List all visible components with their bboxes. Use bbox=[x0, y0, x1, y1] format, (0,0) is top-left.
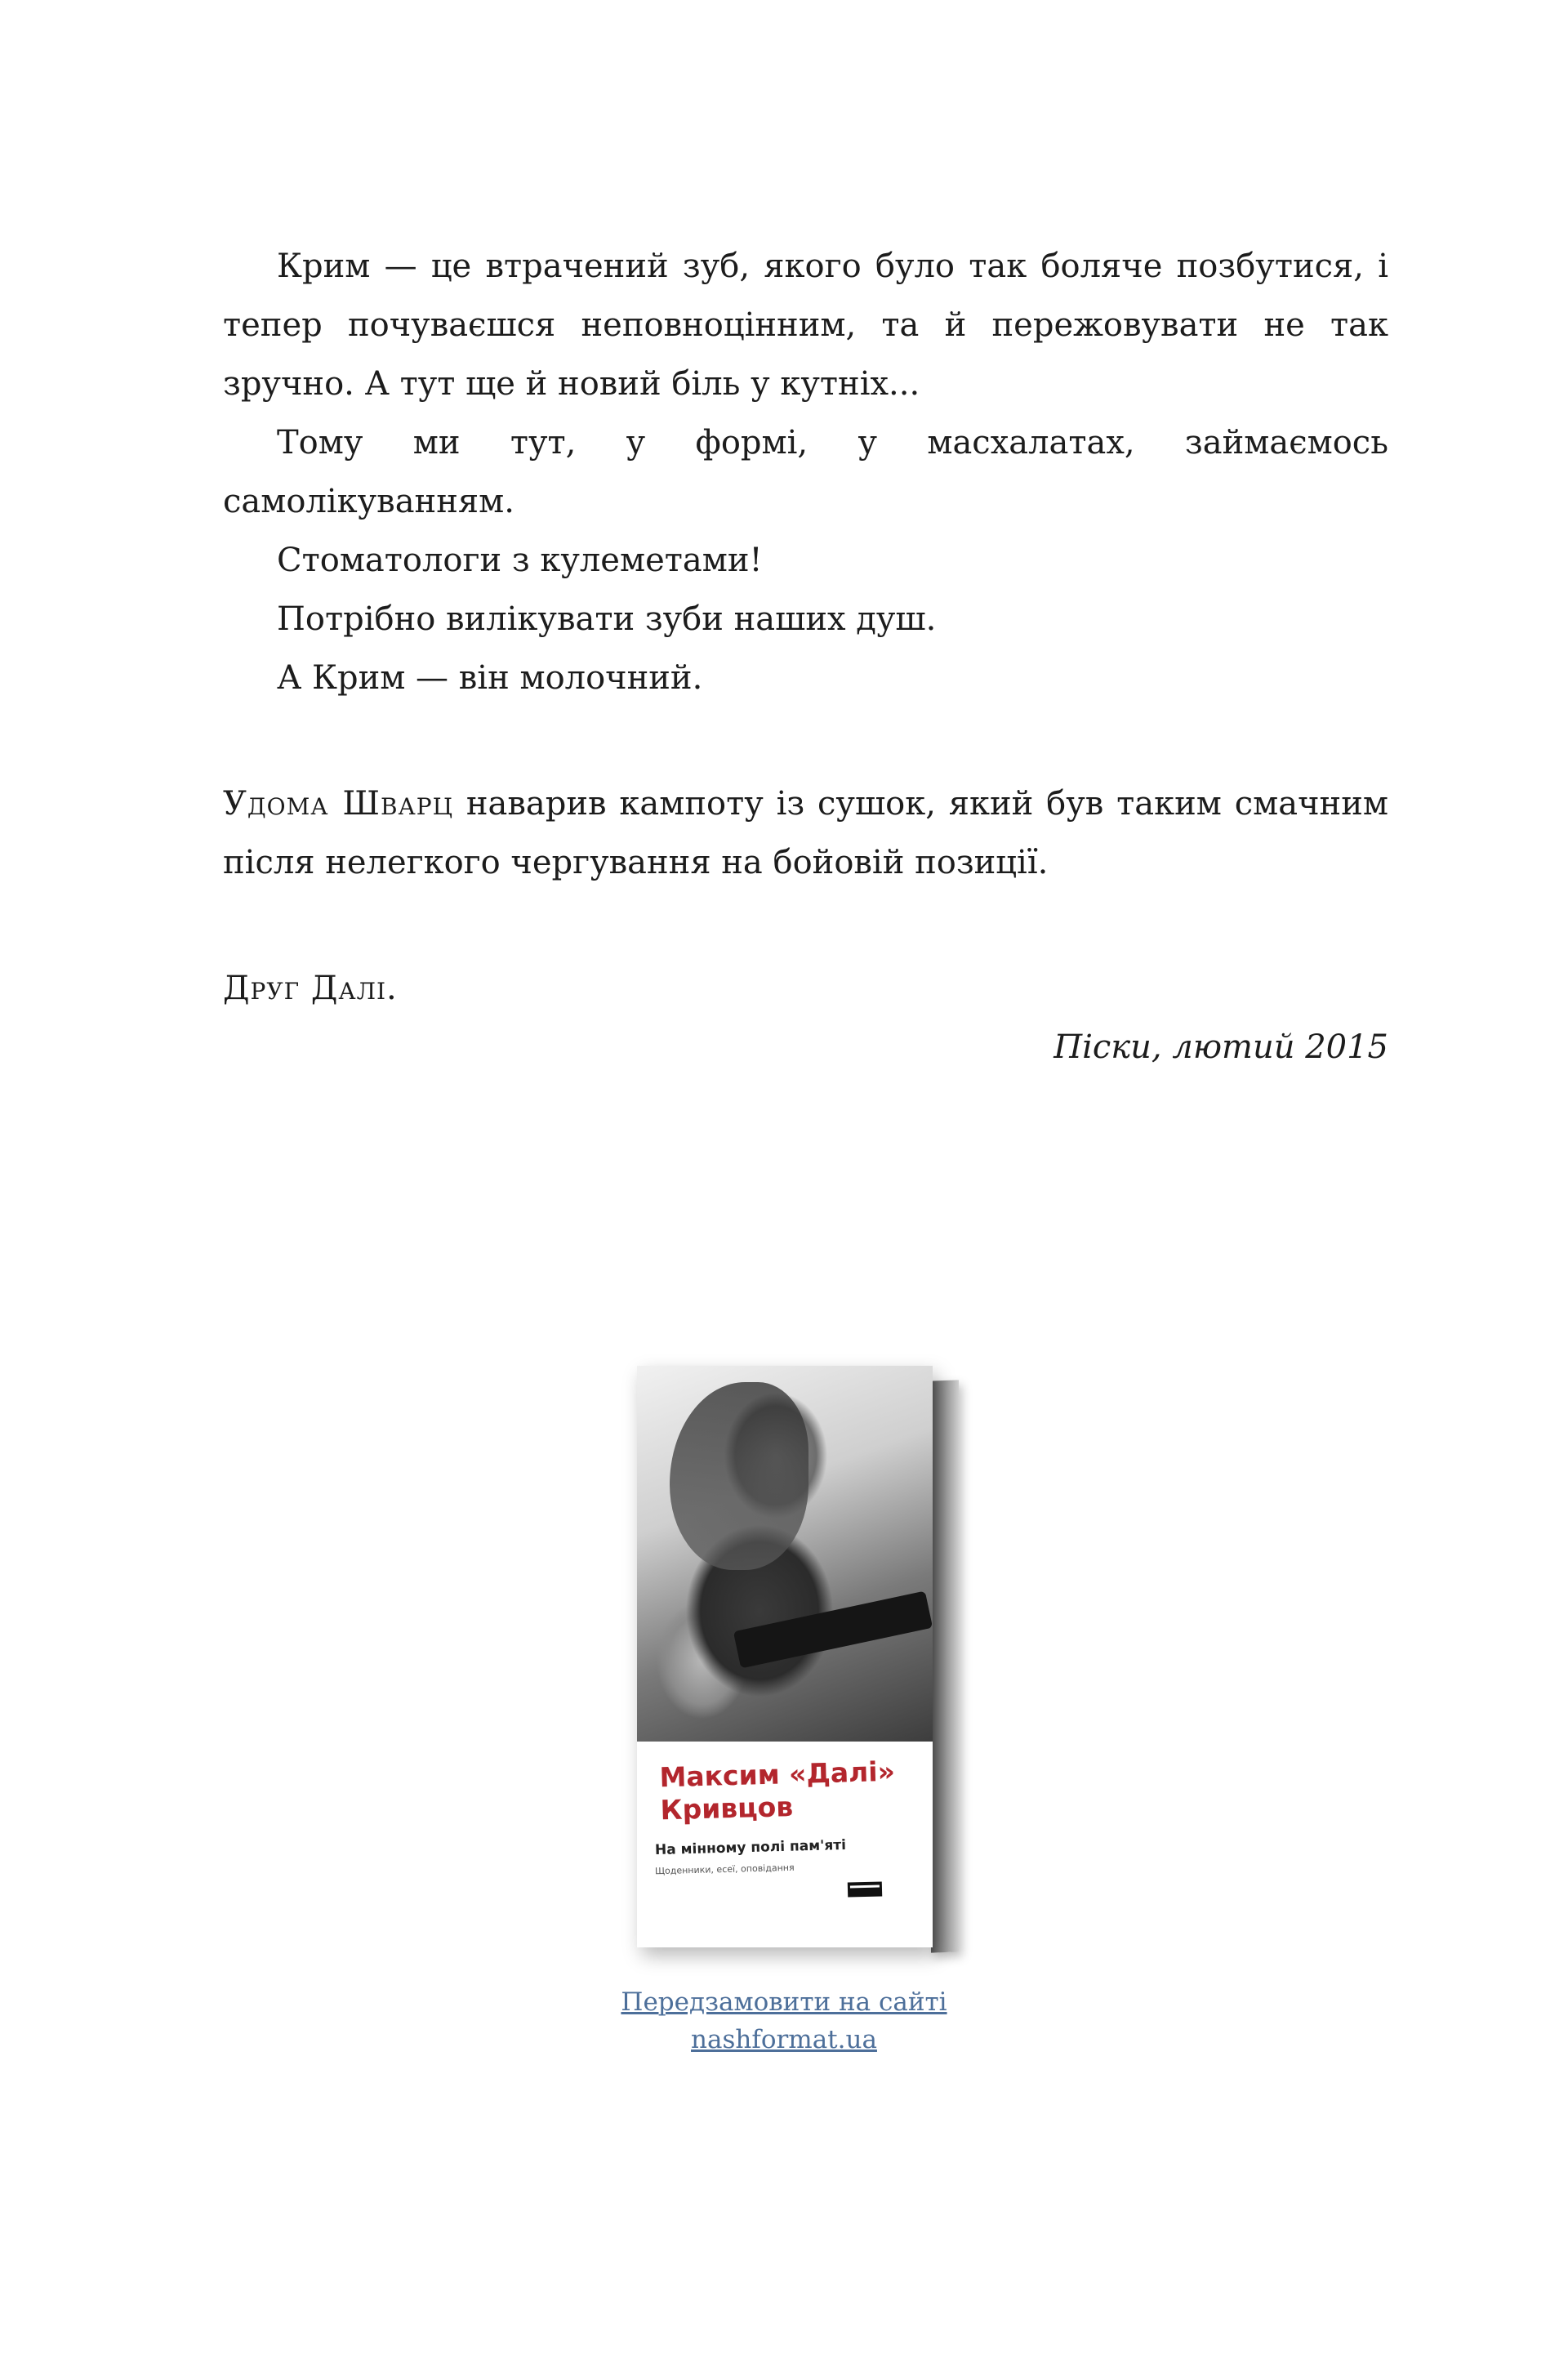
preorder-link-site[interactable]: nashformat.ua bbox=[691, 2025, 877, 2054]
book-spine bbox=[931, 1380, 959, 1952]
preorder-link-text[interactable]: Передзамовити на сайті bbox=[621, 1987, 947, 2017]
spacer bbox=[223, 892, 1388, 959]
paragraph-dentists: Стоматологи з кулеметами! bbox=[277, 542, 763, 579]
book-cover-photo bbox=[637, 1366, 933, 1742]
paragraph-kompot-text: наварив кампоту із сушок, який був таким смачним після нелегкого чергування на бойовій позиції. bbox=[223, 785, 1388, 881]
photo-figure bbox=[670, 1382, 808, 1570]
paragraph-crimea-tooth: Крим — це втрачений зуб, якого було так боляче позбутися, і тепер почуваєшся неповноцінним, та й пережовувати не так зручно. А тут ще й новий біль у кутніх... bbox=[223, 248, 1388, 403]
preorder-link-block bbox=[0, 1983, 1568, 2058]
document-body bbox=[223, 237, 1388, 1077]
paragraph-self-treatment: Тому ми тут, у формі, у масхалатах, займаємось самолікуванням. bbox=[223, 424, 1388, 520]
publisher-logo-icon bbox=[848, 1881, 882, 1897]
dateline: Піски, лютий 2015 bbox=[1054, 1028, 1388, 1066]
paragraph-milk-tooth: А Крим — він молочний. bbox=[277, 659, 703, 697]
photo-weapon bbox=[733, 1591, 933, 1669]
spacer bbox=[223, 707, 1388, 774]
book-front bbox=[637, 1366, 933, 1947]
book-cover-image bbox=[637, 1366, 996, 1970]
paragraph-kompot bbox=[223, 774, 1388, 892]
book-author: Максим «Далі» Кривцов bbox=[659, 1755, 896, 1826]
character-name: Удома Шварц bbox=[223, 785, 454, 823]
signature: Друг Далі. bbox=[223, 970, 398, 1007]
book-title: На мінному полі пам'яті bbox=[654, 1836, 847, 1859]
paragraph-cure-souls: Потрібно вилікувати зуби наших душ. bbox=[277, 600, 937, 638]
book-subtitle: Щоденники, есеї, оповідання bbox=[654, 1862, 795, 1877]
